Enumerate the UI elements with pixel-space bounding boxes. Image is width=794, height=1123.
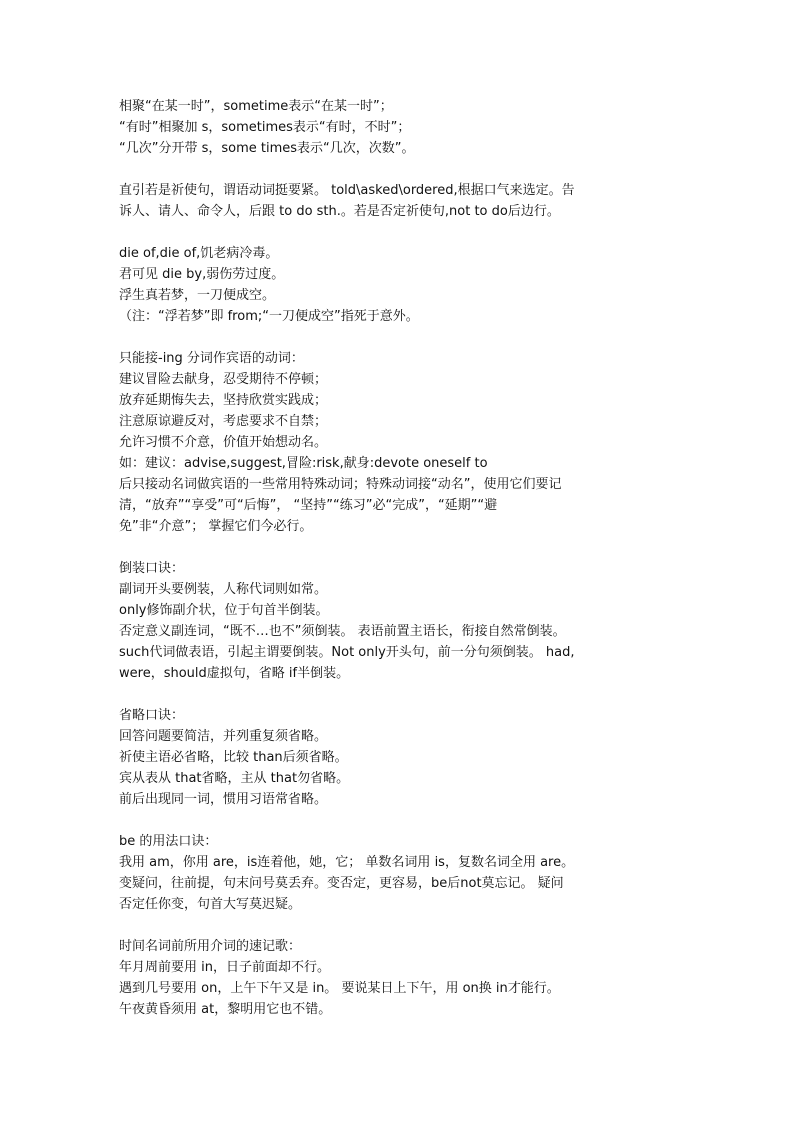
- text-line: 遇到几号要用 on，上午下午又是 in。 要说某日上下午，用 on换 in才能行。: [119, 981, 560, 996]
- text-line: die of,die of,饥老病冷毒。: [119, 246, 279, 261]
- paragraph-gap: [119, 222, 689, 243]
- sometime-mnemonic: [119, 96, 689, 159]
- be-usage-mnemonic: [119, 831, 689, 915]
- text-line: 注意原谅避反对，考虑要求不自禁；: [119, 414, 328, 429]
- text-line: 建议冒险去献身，忍受期待不停顿；: [119, 372, 328, 387]
- text-line: 君可见 die by,弱伤劳过度。: [119, 267, 285, 282]
- text-line: 午夜黄昏须用 at，黎明用它也不错。: [119, 1002, 332, 1017]
- text-line: 回答问题要简洁，并列重复须省略。: [119, 729, 328, 744]
- gerund-verbs-mnemonic: [119, 348, 689, 537]
- paragraph-gap: [119, 810, 689, 831]
- text-line: 浮生真若梦，一刀便成空。: [119, 288, 276, 303]
- text-line: 免”非“介意”； 掌握它们今必行。: [119, 519, 313, 534]
- document-body: [119, 96, 689, 1020]
- paragraph-gap: [119, 537, 689, 558]
- text-line: （注：“浮若梦”即 from;“一刀便成空”指死于意外。: [119, 309, 419, 324]
- text-line: 变疑问，往前提，句末问号莫丢弃。变否定，更容易，be后not莫忘记。 疑问: [119, 876, 564, 891]
- text-line: 后只接动名词做宾语的一些常用特殊动词；特殊动词接“动名”，使用它们要记: [119, 477, 562, 492]
- text-line: 相聚“在某一时”，sometime表示“在某一时”；: [119, 99, 393, 114]
- text-line: 否定任你变，句首大写莫迟疑。: [119, 897, 302, 912]
- paragraph-gap: [119, 684, 689, 705]
- time-preposition-mnemonic: [119, 936, 689, 1020]
- die-of-mnemonic: [119, 243, 689, 327]
- text-line: be 的用法口诀：: [119, 834, 218, 849]
- text-line: 年月周前要用 in，日子前面却不行。: [119, 960, 330, 975]
- text-line: 诉人、请人、命令人，后跟 to do sth.。若是否定祈使句,not to do后边行。: [119, 204, 560, 219]
- text-line: 副词开头要例装，人称代词则如常。: [119, 582, 328, 597]
- text-line: “几次”分开带 s，some times表示“几次，次数”。: [119, 141, 415, 156]
- text-line: 倒装口诀：: [119, 561, 185, 576]
- text-line: 省略口诀：: [119, 708, 185, 723]
- text-line: 允许习惯不介意，价值开始想动名。: [119, 435, 328, 450]
- text-line: “有时”相聚加 s，sometimes表示“有时，不时”；: [119, 120, 411, 135]
- text-line: only修饰副介状，位于句首半倒装。: [119, 603, 329, 618]
- text-line: 祈使主语必省略，比较 than后须省略。: [119, 750, 348, 765]
- paragraph-gap: [119, 327, 689, 348]
- inversion-mnemonic: [119, 558, 689, 684]
- text-line: 只能接-ing 分词作宾语的动词：: [119, 351, 304, 366]
- text-line: such代词做表语，引起主谓要倒装。Not only开头句，前一分句须倒装。 had,: [119, 645, 575, 660]
- text-line: 我用 am，你用 are，is连着他，她，它； 单数名词用 is，复数名词全用 are。: [119, 855, 575, 870]
- text-line: 前后出现同一词，惯用习语常省略。: [119, 792, 328, 807]
- paragraph-gap: [119, 159, 689, 180]
- paragraph-gap: [119, 915, 689, 936]
- text-line: were，should虚拟句，省略 if半倒装。: [119, 666, 350, 681]
- direct-imperative-mnemonic: [119, 180, 689, 222]
- text-line: 如：建议：advise,suggest,冒险:risk,献身:devote oneself to: [119, 456, 488, 471]
- ellipsis-mnemonic: [119, 705, 689, 810]
- text-line: 宾从表从 that省略，主从 that勿省略。: [119, 771, 350, 786]
- text-line: 放弃延期悔失去，坚持欣赏实践成；: [119, 393, 328, 408]
- text-line: 清，“放弃”“享受”可“后悔”， “坚持”“练习”必“完成”，“延期”“避: [119, 498, 498, 513]
- text-line: 直引若是祈使句，谓语动词挺要紧。 told\asked\ordered,根据口气来选定。告: [119, 183, 575, 198]
- text-line: 否定意义副连词，“既不…也不”须倒装。 表语前置主语长，衔接自然常倒装。: [119, 624, 566, 639]
- text-line: 时间名词前所用介词的速记歌：: [119, 939, 302, 954]
